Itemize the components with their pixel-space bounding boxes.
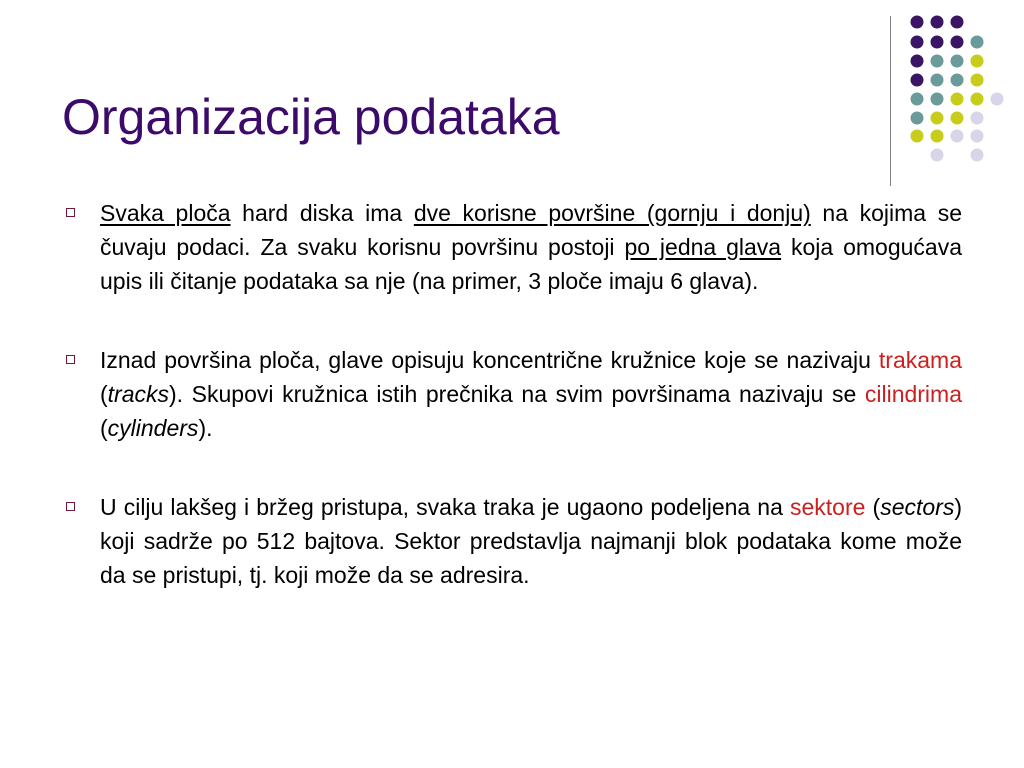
- dot: [991, 93, 1004, 106]
- dot: [951, 93, 964, 106]
- bullet-item-platters: [62, 196, 962, 298]
- term-italic: cylinders: [107, 415, 199, 441]
- dot: [971, 149, 984, 162]
- dot: [951, 55, 964, 68]
- text-underlined: Svaka ploča: [100, 200, 231, 226]
- dot: [931, 55, 944, 68]
- text: (: [865, 494, 881, 520]
- dot: [971, 55, 984, 68]
- dot: [931, 36, 944, 49]
- text-underlined: po jedna glava: [624, 234, 782, 260]
- term-highlight: sektore: [789, 494, 866, 520]
- term-highlight: trakama: [878, 347, 962, 373]
- text: ) koji sadrže po 512 bajtova. Sektor predstavlja najmanji blok podataka kome može da se pristupi, tj. koji može da se adresira.: [100, 494, 962, 588]
- dot: [931, 130, 944, 143]
- dot: [931, 74, 944, 87]
- dot: [971, 36, 984, 49]
- text: na kojima se čuvaju podaci. Za svaku korisnu površinu postoji: [100, 200, 962, 260]
- bullet-item-tracks: [62, 343, 962, 445]
- dot: [951, 130, 964, 143]
- dot: [911, 93, 924, 106]
- dot: [971, 93, 984, 106]
- dot: [911, 55, 924, 68]
- text: hard diska ima: [230, 200, 414, 226]
- dot: [951, 74, 964, 87]
- square-bullet-icon: [66, 208, 75, 217]
- term-highlight: cilindrima: [864, 381, 962, 407]
- dot: [971, 130, 984, 143]
- text: ).: [198, 415, 213, 441]
- text: koja omogućava upis ili čitanje podataka sa nje (na primer, 3 ploče imaju 6 glava).: [100, 234, 963, 294]
- dot: [971, 74, 984, 87]
- slide-title: Organizacija podataka: [62, 89, 560, 145]
- bullet-list: [62, 196, 962, 637]
- term-italic: sectors: [880, 494, 955, 520]
- square-bullet-icon: [66, 355, 75, 364]
- bullet-item-sectors: [62, 490, 962, 592]
- dot: [931, 93, 944, 106]
- text: Iznad površina ploča, glave opisuju koncentrične kružnice koje se nazivaju: [100, 347, 879, 373]
- dot: [931, 112, 944, 125]
- text-underlined: dve korisne površine (gornju i donju): [413, 200, 811, 226]
- dot: [951, 112, 964, 125]
- dot: [931, 16, 944, 29]
- text: U cilju lakšeg i bržeg pristupa, svaka traka je ugaono podeljena na: [100, 494, 790, 520]
- dot: [911, 74, 924, 87]
- text: (: [100, 415, 108, 441]
- dot: [971, 112, 984, 125]
- dot: [911, 36, 924, 49]
- term-italic: tracks: [107, 381, 170, 407]
- dot: [911, 130, 924, 143]
- dot: [951, 16, 964, 29]
- dot: [911, 112, 924, 125]
- text: (: [100, 381, 108, 407]
- dot: [931, 149, 944, 162]
- square-bullet-icon: [66, 502, 75, 511]
- dot: [911, 16, 924, 29]
- dot: [951, 36, 964, 49]
- title-divider-line: [890, 16, 891, 186]
- text: ). Skupovi kružnica istih prečnika na svim površinama nazivaju se: [169, 381, 865, 407]
